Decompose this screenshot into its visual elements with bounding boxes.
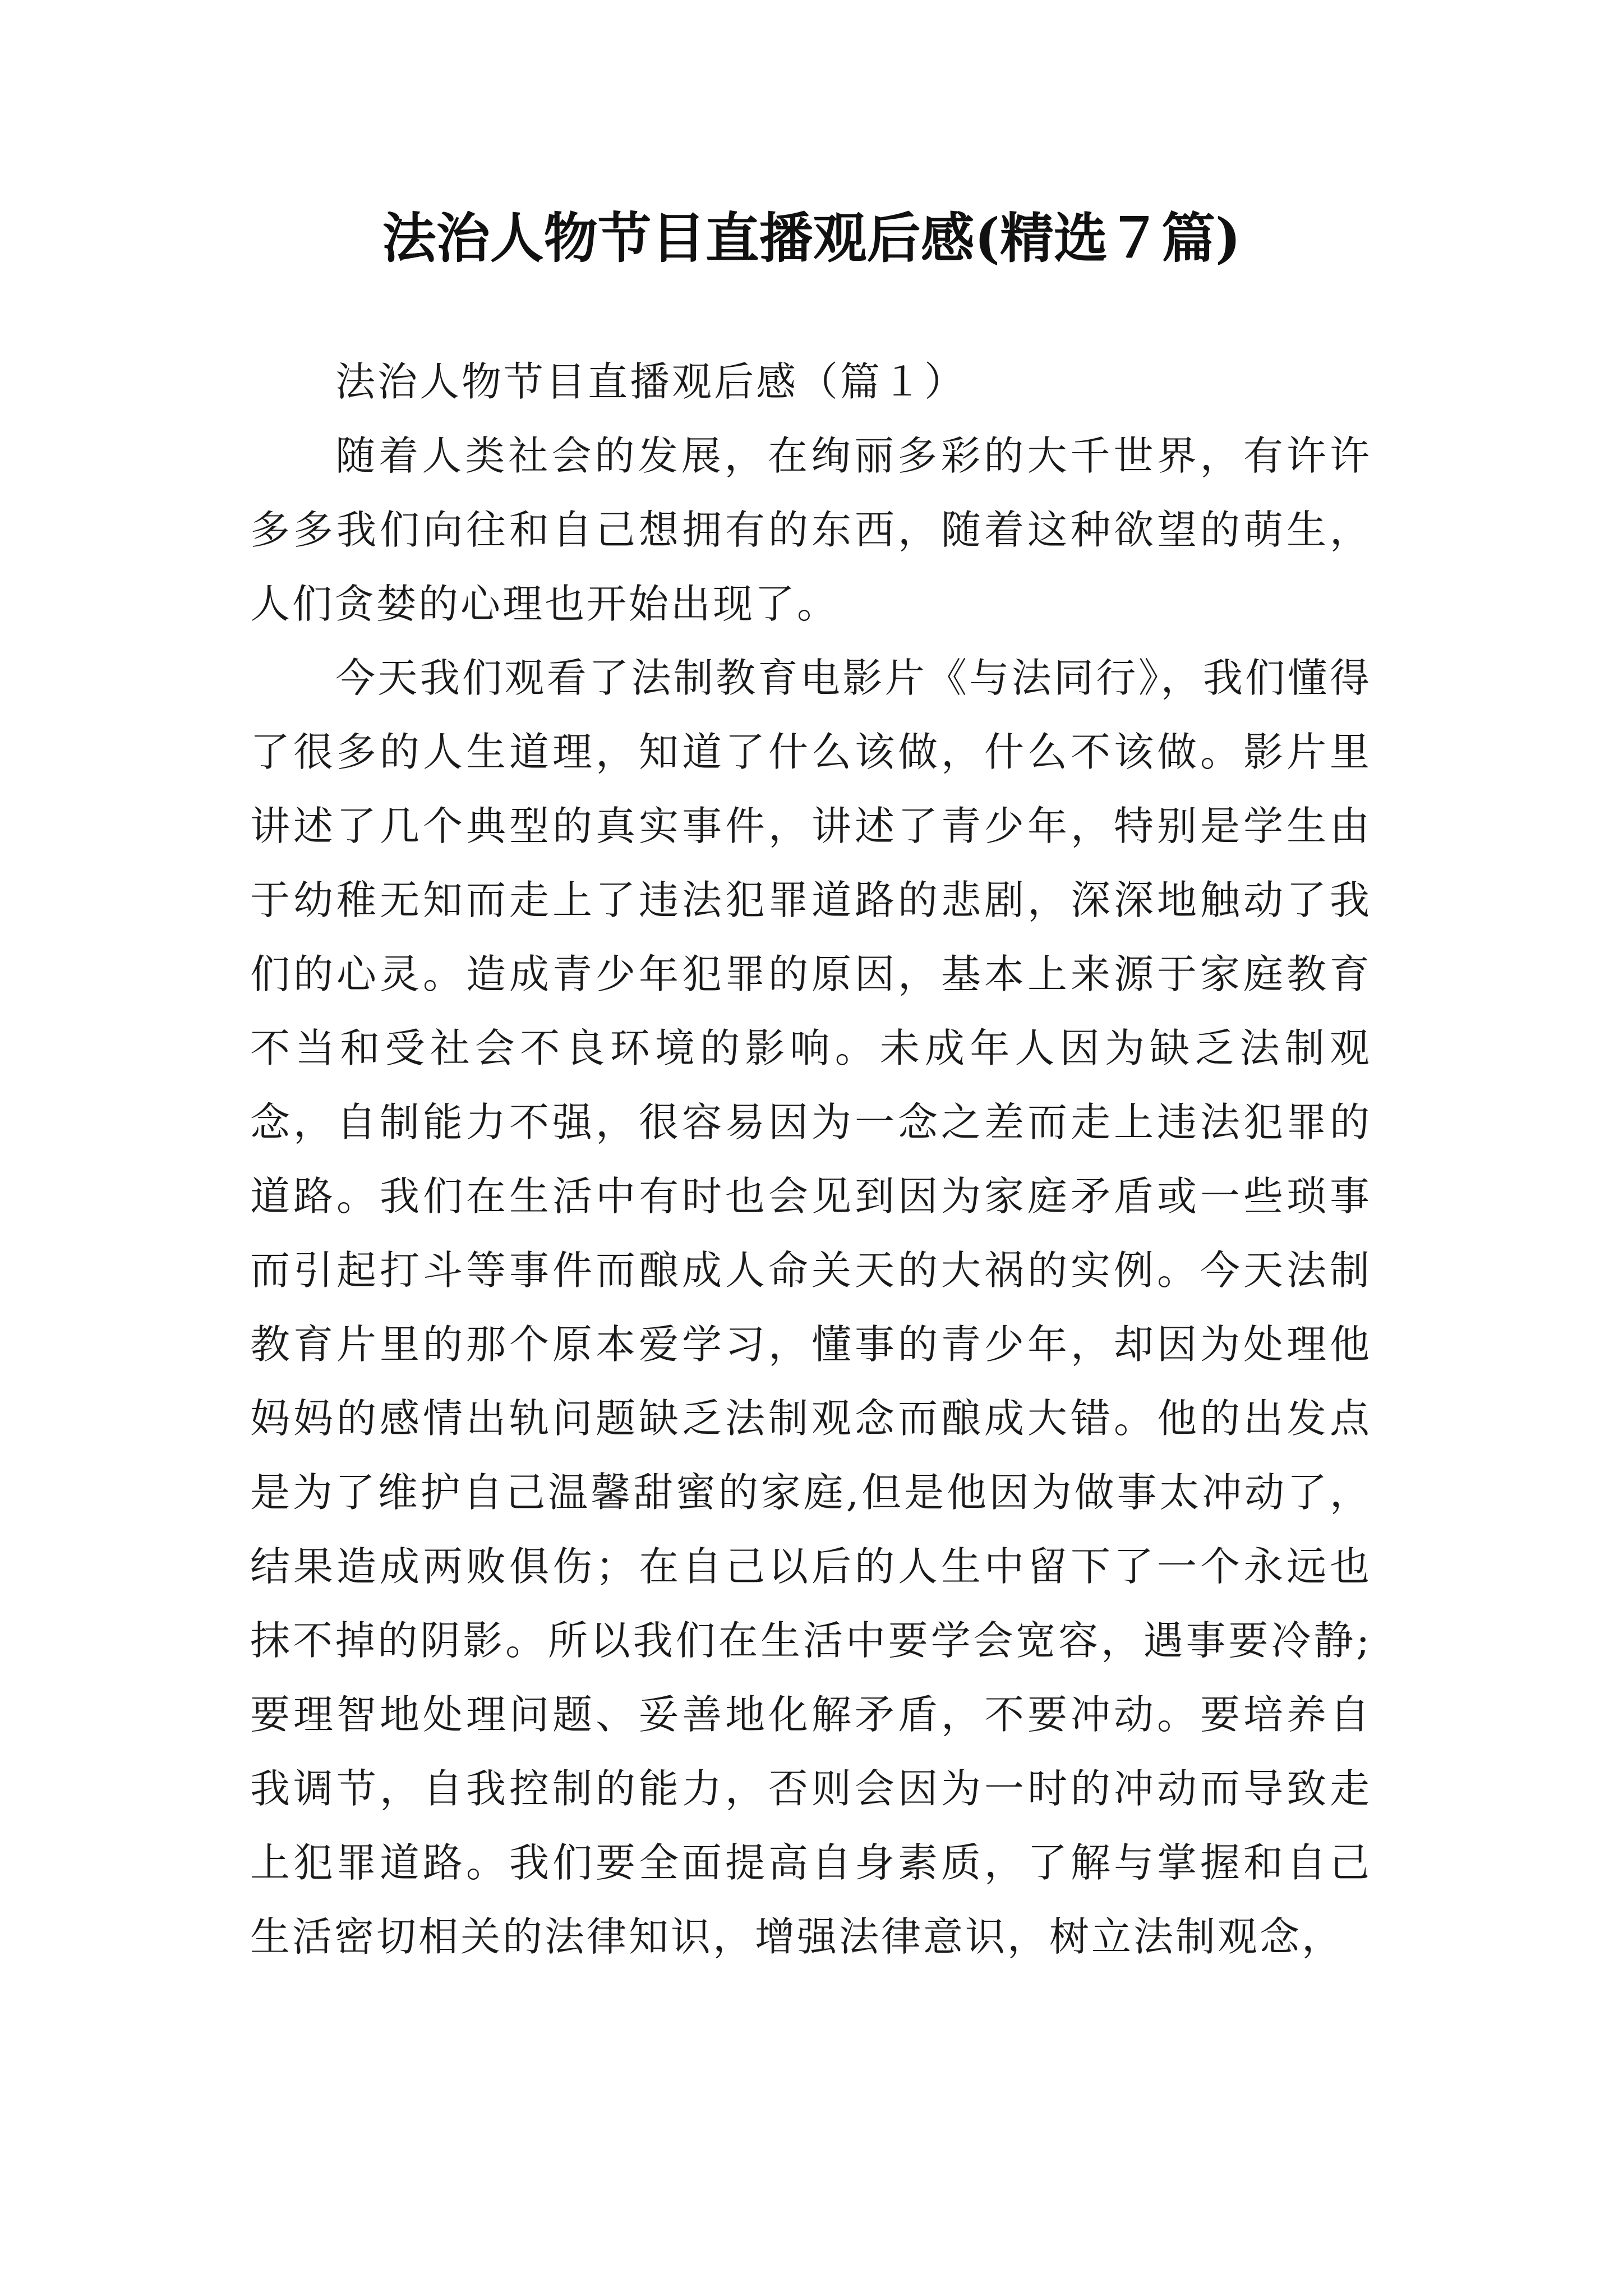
section-heading: 法治人物节目直播观后感（篇１） [335, 358, 967, 405]
paragraph-2: 今天我们观看了法制教育电影片《与法同行》，我们懂得了很多的人生道理，知道了什么该做，什么不该做。影片里讲述了几个典型的真实事件，讲述了青少年，特别是学生由于幼稚无知而走上了违法犯罪道路的悲剧，深深地触动了我们的心灵。造成青少年犯罪的原因，基本上来源于家庭教育不当和受社会不良环境的影响。未成年人因为缺乏法制观念，自制能力不强，很容易因为一念之差而走上违法犯罪的道路。我们在生活中有时也会见到因为家庭矛盾或一些琐事而引起打斗等事件而酿成人命关天的大祸的实例。今天法制教育片里的那个原本爱学习，懂事的青少年，却因为处理他妈妈的感情出轨问题缺乏法制观念而酿成大错。他的出发点是为了维护自己温馨甜蜜的家庭,但是他因为做事太冲动了，结果造成两败俱伤；在自己以后的人生中留下了一个永远也抹不掉的阴影。所以我们在生活中要学会宽容，遇事要冷静;要理智地处理问题、妥善地化解矛盾，不要冲动。要培养自我调节，自我控制的能力，否则会因为一时的冲动而导致走上犯罪道路。我们要全面提高自身素质，了解与掌握和自己生活密切相关的法律知识，增强法律意识，树立法制观念， [250, 655, 1372, 1960]
document-body [250, 345, 1372, 1974]
paragraph-1: 随着人类社会的发展，在绚丽多彩的大千世界，有许许多多我们向往和自己想拥有的东西，随着这种欲望的萌生，人们贪婪的心理也开始出现了。 [250, 432, 1372, 627]
document-title: 法治人物节目直播观后感(精选７篇) [382, 206, 1241, 270]
